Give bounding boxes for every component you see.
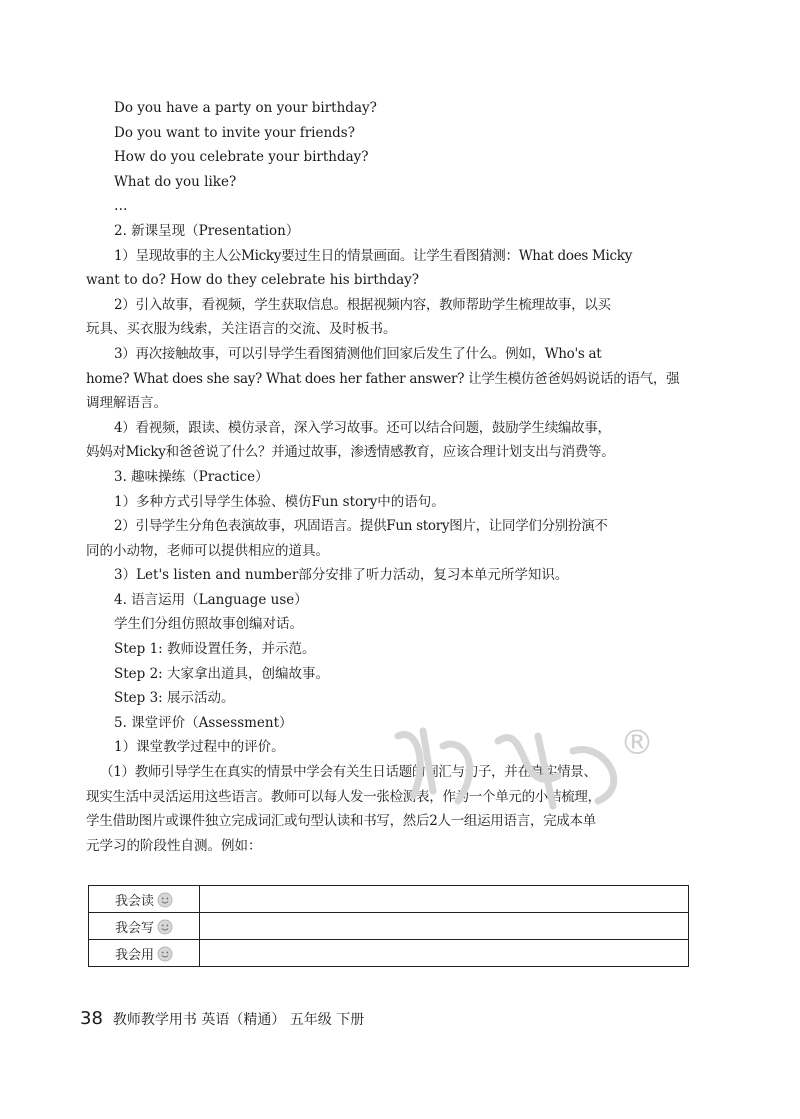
smiley-icon — [157, 892, 173, 908]
registered-mark: ® — [620, 723, 654, 763]
row-label-cell — [89, 886, 200, 913]
paragraph-line: 玩具、买衣服为线索，关注语言的交流、及时板书。 — [86, 321, 397, 338]
table-row — [89, 886, 689, 913]
paragraph-line: （1）教师引导学生在真实的情景中学会有关生日话题的词汇与句子，并在真实情景、 — [100, 764, 597, 781]
section-heading-practice: 3. 趣味操练（Practice） — [114, 468, 269, 485]
row-label: 我会写 — [114, 920, 154, 936]
page-number: 38 — [80, 1008, 103, 1029]
paragraph-line: home? What does she say? What does her father answer? 让学生模仿爸爸妈妈说话的语气，强 — [86, 370, 680, 387]
answer-cell[interactable] — [200, 886, 689, 913]
paragraph-line: 现实生活中灵活运用这些语言。教师可以每人发一张检测表，作为一个单元的小结梳理， — [86, 788, 601, 805]
paragraph-line: 元学习的阶段性自测。例如： — [86, 837, 262, 854]
question-line: Do you want to invite your friends? — [114, 124, 355, 141]
paragraph-line: 3）再次接触故事，可以引导学生看图猜测他们回家后发生了什么。例如，Who's at — [114, 345, 602, 362]
paragraph-line: 调理解语言。 — [86, 395, 167, 412]
step-line: Step 2: 大家拿出道具，创编故事。 — [114, 665, 330, 682]
question-line: How do you celebrate your birthday? — [114, 149, 369, 166]
row-label-cell — [89, 913, 200, 940]
paragraph-line: 3）Let's listen and number部分安排了听力活动，复习本单元所学知识。 — [114, 567, 569, 584]
page-footer — [80, 1008, 364, 1029]
step-line: Step 1: 教师设置任务，并示范。 — [114, 641, 316, 658]
section-heading-presentation: 2. 新课呈现（Presentation） — [114, 222, 300, 239]
paragraph-line: want to do? How do they celebrate his birthday? — [86, 272, 420, 289]
self-assessment-table — [88, 885, 689, 967]
section-heading-assessment: 5. 课堂评价（Assessment） — [114, 714, 293, 731]
ellipsis-line: … — [114, 198, 128, 215]
smiley-icon — [157, 946, 173, 962]
section-heading-language-use: 4. 语言运用（Language use） — [114, 591, 308, 608]
body-text — [86, 96, 692, 858]
paragraph-line: 4）看视频，跟读、模仿录音，深入学习故事。还可以结合问题，鼓励学生续编故事， — [114, 419, 611, 436]
paragraph-line: 妈妈对Micky和爸爸说了什么？并通过故事，渗透情感教育，应该合理计划支出与消费等。 — [86, 444, 615, 461]
table-row — [89, 940, 689, 967]
question-line: Do you have a party on your birthday? — [114, 100, 377, 116]
smiley-icon — [157, 919, 173, 935]
answer-cell[interactable] — [200, 913, 689, 940]
paragraph-line: 2）引入故事，看视频，学生获取信息。根据视频内容，教师帮助学生梳理故事，以买 — [114, 296, 611, 313]
paragraph-line: 学生们分组仿照故事创编对话。 — [114, 616, 303, 633]
row-label-cell — [89, 940, 200, 967]
paragraph-line: 同的小动物，老师可以提供相应的道具。 — [86, 542, 329, 559]
paragraph-line: 1）多种方式引导学生体验、模仿Fun story中的语句。 — [114, 493, 445, 510]
paragraph-line: 1）呈现故事的主人公Micky要过生日的情景画面。让学生看图猜测：What does Micky — [114, 247, 633, 264]
row-label: 我会用 — [114, 947, 154, 963]
question-line: What do you like? — [114, 173, 237, 190]
row-label: 我会读 — [114, 893, 154, 909]
answer-cell[interactable] — [200, 940, 689, 967]
table-row — [89, 913, 689, 940]
step-line: Step 3: 展示活动。 — [114, 690, 235, 707]
paragraph-line: 1）课堂教学过程中的评价。 — [114, 739, 285, 756]
paragraph-line: 学生借助图片或课件独立完成词汇或句型认读和书写，然后2人一组运用语言，完成本单 — [86, 813, 596, 830]
book-title: 教师教学用书 英语（精通） 五年级 下册 — [112, 1012, 365, 1028]
paragraph-line: 2）引导学生分角色表演故事，巩固语言。提供Fun story图片，让同学们分别扮演不 — [114, 518, 608, 535]
